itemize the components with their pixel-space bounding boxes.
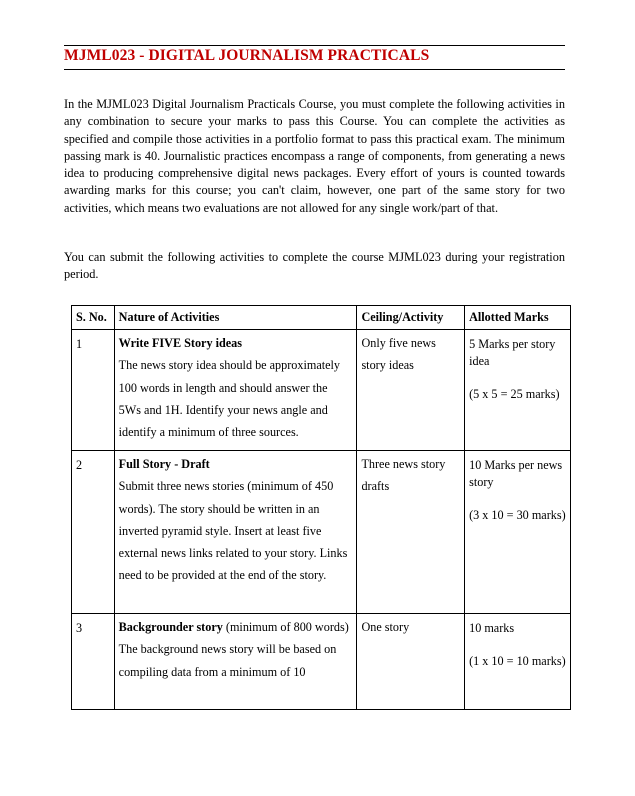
row-sno: 2 bbox=[72, 451, 115, 614]
header-nature: Nature of Activities bbox=[114, 306, 357, 330]
submission-paragraph: You can submit the following activities to complete the course MJML023 during your registration period. bbox=[64, 250, 565, 282]
row-ceiling: One story bbox=[357, 614, 465, 710]
row-sno: 3 bbox=[72, 614, 115, 710]
marks-rate: 10 marks bbox=[469, 621, 515, 635]
header-sno: S. No. bbox=[72, 306, 115, 330]
row-marks bbox=[465, 451, 571, 614]
row-marks bbox=[465, 330, 571, 451]
row-nature bbox=[114, 330, 357, 451]
activity-description: The news story idea should be approximately 100 words in length and should answer the 5Ws and 1H. Identify your news angle and identify a minimum of three sources. bbox=[118, 358, 341, 440]
activity-description: Submit three news stories (minimum of 450 words). The story should be written in an inverted pyramid style. Insert at least five external news links related to your story. Links need to be provided at the end of the story. bbox=[118, 479, 348, 583]
row-ceiling: Only five news story ideas bbox=[357, 330, 465, 451]
activity-title: Full Story - Draft bbox=[118, 457, 210, 471]
header-ceiling: Ceiling/Activity bbox=[357, 306, 465, 330]
page-title: MJML023 - DIGITAL JOURNALISM PRACTICALS bbox=[64, 47, 430, 64]
header-marks: Allotted Marks bbox=[465, 306, 571, 330]
title-top-rule bbox=[64, 45, 565, 46]
table-header-row bbox=[72, 306, 571, 330]
table-row bbox=[72, 330, 571, 451]
marks-rate: 10 Marks per news story bbox=[469, 458, 563, 489]
marks-rate: 5 Marks per story idea bbox=[469, 337, 556, 368]
row-sno: 1 bbox=[72, 330, 115, 451]
table-row bbox=[72, 614, 571, 710]
activity-title: Backgrounder story bbox=[118, 620, 223, 634]
activities-table bbox=[71, 305, 571, 710]
title-bottom-rule bbox=[64, 69, 565, 70]
table-row bbox=[72, 451, 571, 614]
marks-total: (3 x 10 = 30 marks) bbox=[469, 508, 566, 522]
activity-title-suffix: (minimum of 800 words) bbox=[222, 620, 349, 634]
row-nature bbox=[114, 451, 357, 614]
activity-title: Write FIVE Story ideas bbox=[118, 336, 243, 350]
intro-paragraph: In the MJML023 Digital Journalism Practicals Course, you must complete the following activities in any combination to secure your marks to pass this Course. You can complete the activities as specified and compile those activities in a portfolio format to pass this practical exam. The minimum passing mark is 40. Journalistic practices encompass a range of components, from generating a news idea to producing comprehensive digital news packages. Every effort of yours is counted towards awarding marks for this course; you can't claim, however, one part of the same story for two activities, which means two evaluations are not allowed for any single work/part of that. bbox=[64, 97, 565, 215]
marks-total: (1 x 10 = 10 marks) bbox=[469, 654, 566, 668]
row-nature bbox=[114, 614, 357, 710]
marks-total: (5 x 5 = 25 marks) bbox=[469, 387, 560, 401]
activity-description: The background news story will be based on compiling data from a minimum of 10 bbox=[118, 642, 337, 679]
row-ceiling: Three news story drafts bbox=[357, 451, 465, 614]
row-marks bbox=[465, 614, 571, 710]
